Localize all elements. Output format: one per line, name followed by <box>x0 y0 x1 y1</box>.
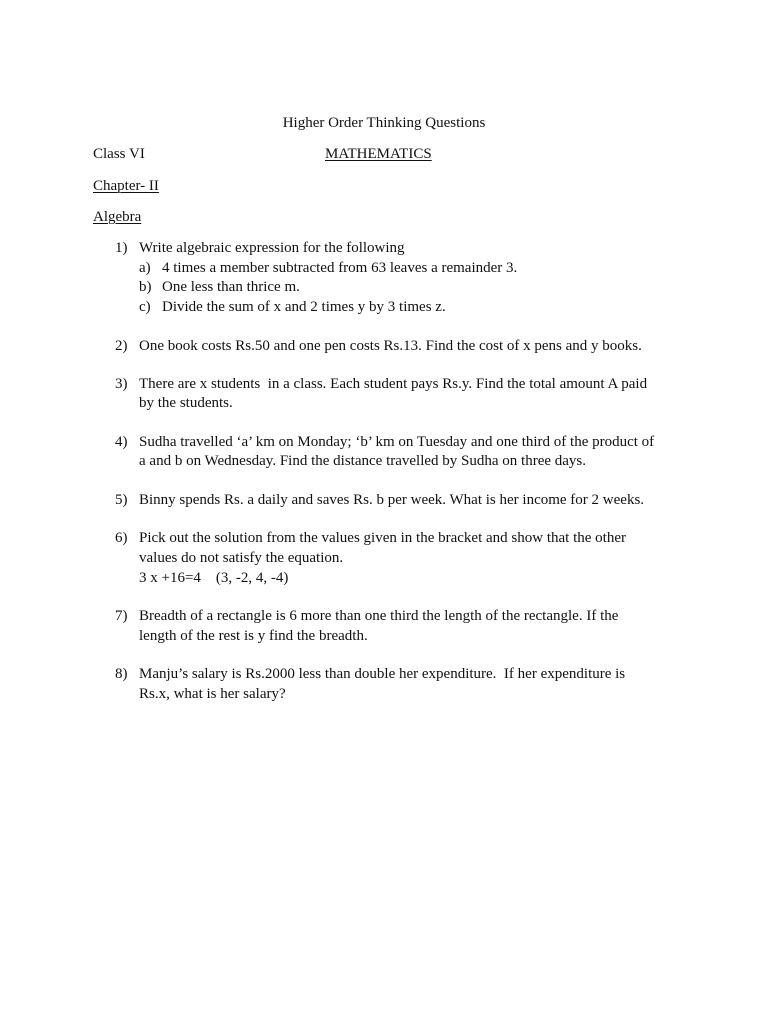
question-text: Pick out the solution from the values given in the bracket and show that the other <box>139 530 626 546</box>
question-text: Write algebraic expression for the following <box>139 240 405 256</box>
question-text: Rs.x, what is her salary? <box>139 686 286 702</box>
question-text: Manju’s salary is Rs.2000 less than double her expenditure. If her expenditure is <box>139 666 626 682</box>
equation-text: 3 x +16=4 (3, -2, 4, -4) <box>139 570 289 586</box>
part-text: One less than thrice m. <box>162 279 300 295</box>
question-number: 3) <box>115 376 128 392</box>
question-text: One book costs Rs.50 and one pen costs Rs.13. Find the cost of x pens and y books. <box>139 338 642 354</box>
part-text: Divide the sum of x and 2 times y by 3 times z. <box>162 299 446 315</box>
part-label: c) <box>139 299 151 315</box>
question-text: There are x students in a class. Each student pays Rs.y. Find the total amount A paid <box>139 376 648 392</box>
chapter-heading: Chapter- II <box>93 178 159 194</box>
part-text: 4 times a member subtracted from 63 leaves a remainder 3. <box>162 260 518 276</box>
topic-heading: Algebra <box>93 209 142 225</box>
question-text: Binny spends Rs. a daily and saves Rs. b per week. What is her income for 2 weeks. <box>139 492 645 508</box>
question-number: 4) <box>115 434 128 450</box>
class-label: Class VI <box>93 146 145 162</box>
question-text: by the students. <box>139 395 233 411</box>
question-number: 7) <box>115 608 128 624</box>
subject-heading: MATHEMATICS <box>325 146 432 162</box>
question-number: 5) <box>115 492 128 508</box>
question-number: 2) <box>115 338 128 354</box>
question-text: values do not satisfy the equation. <box>139 550 344 566</box>
question-text: a and b on Wednesday. Find the distance travelled by Sudha on three days. <box>139 453 587 469</box>
page-title: Higher Order Thinking Questions <box>282 115 486 131</box>
question-text: Breadth of a rectangle is 6 more than one third the length of the rectangle. If the <box>139 608 619 624</box>
question-text: Sudha travelled ‘a’ km on Monday; ‘b’ km on Tuesday and one third of the product of <box>139 434 655 450</box>
part-label: a) <box>139 260 151 276</box>
question-text: length of the rest is y find the breadth. <box>139 628 368 644</box>
question-number: 1) <box>115 240 128 256</box>
part-label: b) <box>139 279 152 295</box>
question-number: 8) <box>115 666 128 682</box>
question-number: 6) <box>115 530 128 546</box>
